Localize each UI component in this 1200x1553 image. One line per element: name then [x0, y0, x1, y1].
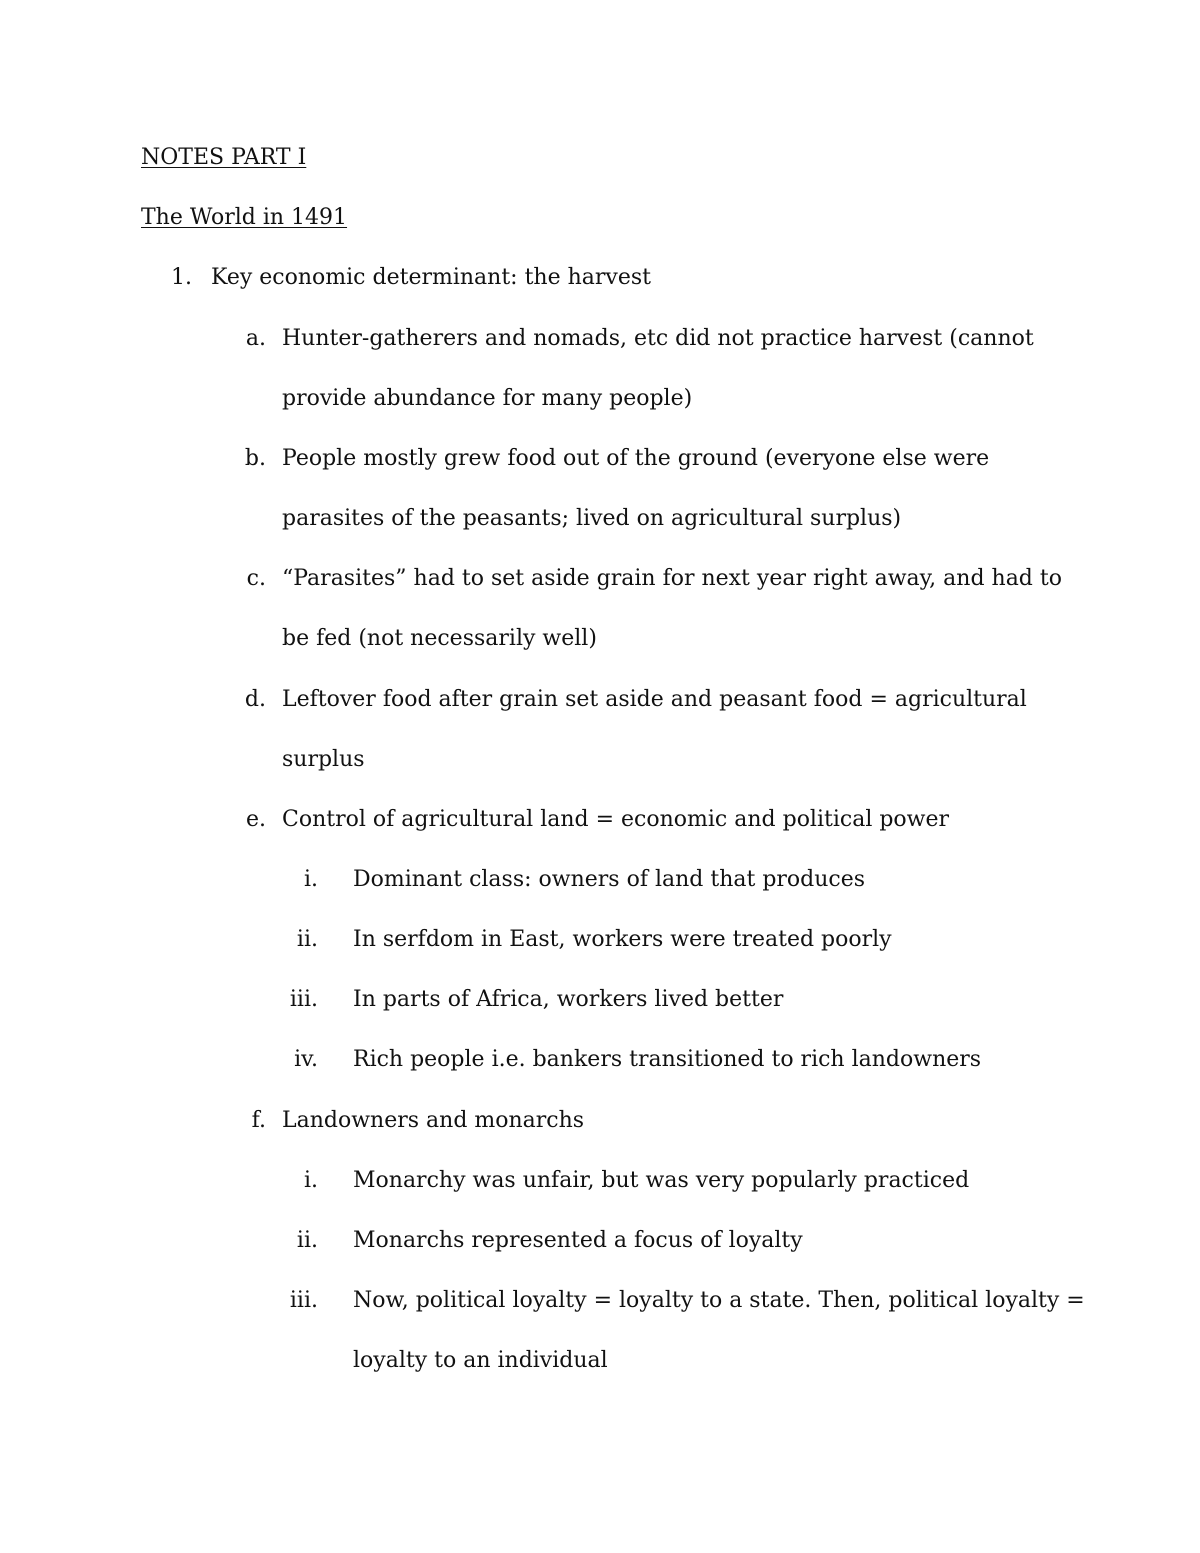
- heading: NOTES PART I: [141, 145, 307, 170]
- sub-list-item-text: Monarchy was unfair, but was very popularly practiced: [353, 1168, 970, 1193]
- sub-list-item-text-continued: loyalty to an individual: [353, 1348, 608, 1373]
- list-item-text: Key economic determinant: the harvest: [211, 265, 651, 290]
- sub-list-marker: ii.: [296, 927, 318, 952]
- sub-list-item-text: In serfdom in East, workers were treated poorly: [353, 927, 892, 952]
- list-marker: c.: [246, 566, 266, 591]
- sub-list-item-text: Now, political loyalty = loyalty to a state. Then, political loyalty =: [353, 1288, 1085, 1313]
- list-item-text-continued: surplus: [282, 747, 365, 772]
- sub-list-marker: ii.: [296, 1228, 318, 1253]
- sub-list-item-text: Monarchs represented a focus of loyalty: [353, 1228, 803, 1253]
- sub-list-item-text: Rich people i.e. bankers transitioned to rich landowners: [353, 1047, 982, 1072]
- list-marker: d.: [244, 687, 266, 712]
- list-item-text: “Parasites” had to set aside grain for next year right away, and had to: [282, 566, 1062, 591]
- list-marker: b.: [244, 446, 266, 471]
- list-marker: f.: [251, 1108, 266, 1133]
- sub-list-marker: i.: [303, 1168, 318, 1193]
- list-item-text: Landowners and monarchs: [282, 1108, 585, 1133]
- sub-list-marker: i.: [303, 867, 318, 892]
- list-item-text-continued: be fed (not necessarily well): [282, 626, 597, 651]
- list-item-text-continued: parasites of the peasants; lived on agricultural surplus): [282, 506, 902, 531]
- sub-list-marker: iv.: [294, 1047, 318, 1072]
- sub-list-item-text: Dominant class: owners of land that produces: [353, 867, 866, 892]
- list-marker: 1.: [171, 265, 192, 290]
- list-item-text: People mostly grew food out of the ground (everyone else were: [282, 446, 990, 471]
- sub-list-marker: iii.: [289, 1288, 318, 1313]
- subheading: The World in 1491: [141, 205, 348, 230]
- list-item-text-continued: provide abundance for many people): [282, 386, 693, 411]
- list-item-text: Hunter-gatherers and nomads, etc did not practice harvest (cannot: [282, 326, 1034, 351]
- sub-list-item-text: In parts of Africa, workers lived better: [353, 987, 784, 1012]
- list-item-text: Leftover food after grain set aside and peasant food = agricultural: [282, 687, 1027, 712]
- list-marker: a.: [245, 326, 266, 351]
- sub-list-marker: iii.: [289, 987, 318, 1012]
- list-item-text: Control of agricultural land = economic and political power: [282, 807, 950, 832]
- list-marker: e.: [245, 807, 266, 832]
